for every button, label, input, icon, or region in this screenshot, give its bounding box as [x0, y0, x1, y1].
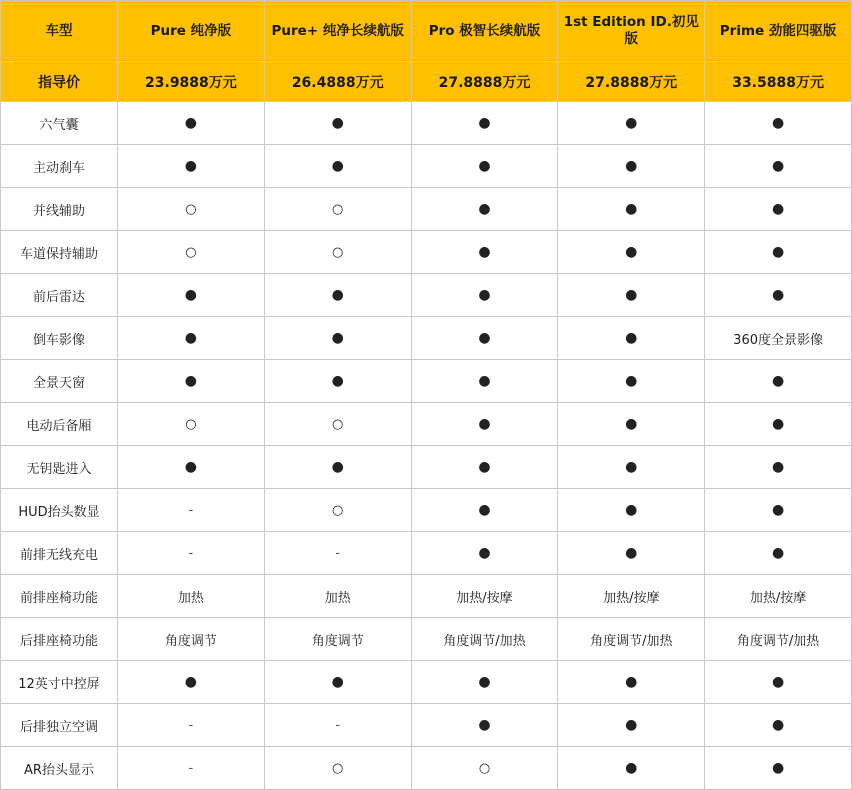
feature-name-cell: 无钥匙进入	[1, 446, 118, 489]
feature-value-cell: ●	[411, 446, 558, 489]
feature-value-cell: ●	[558, 231, 705, 274]
feature-name-cell: 前排无线充电	[1, 532, 118, 575]
feature-row	[1, 661, 852, 704]
feature-value-cell: ●	[264, 145, 411, 188]
feature-value-cell: ●	[705, 403, 852, 446]
feature-name-cell: 后排独立空调	[1, 704, 118, 747]
feature-name-cell: 电动后备厢	[1, 403, 118, 446]
feature-value-cell: 角度调节/加热	[705, 618, 852, 661]
price-row	[1, 62, 852, 102]
feature-value-cell: ●	[705, 102, 852, 145]
feature-value-cell: ●	[264, 317, 411, 360]
feature-value-cell: ●	[705, 231, 852, 274]
feature-value-cell: ●	[118, 145, 265, 188]
feature-value-cell: ●	[411, 360, 558, 403]
feature-value-cell: ●	[118, 274, 265, 317]
feature-value-cell: ●	[558, 360, 705, 403]
feature-row	[1, 403, 852, 446]
feature-value-cell: ●	[558, 188, 705, 231]
feature-value-cell: ●	[705, 661, 852, 704]
feature-value-cell: ○	[264, 747, 411, 790]
feature-value-cell: ●	[705, 274, 852, 317]
feature-value-cell: ●	[411, 532, 558, 575]
feature-value-cell: ●	[411, 274, 558, 317]
feature-value-cell: 360度全景影像	[705, 317, 852, 360]
feature-value-cell: -	[264, 704, 411, 747]
trim-name-cell: Pro 极智长续航版	[411, 1, 558, 62]
trim-header-row	[1, 1, 852, 62]
feature-value-cell: -	[118, 532, 265, 575]
feature-value-cell: ○	[264, 188, 411, 231]
feature-value-cell: ●	[558, 102, 705, 145]
feature-value-cell: -	[118, 489, 265, 532]
feature-name-cell: 倒车影像	[1, 317, 118, 360]
feature-name-cell: 12英寸中控屏	[1, 661, 118, 704]
feature-value-cell: 角度调节	[264, 618, 411, 661]
feature-row	[1, 317, 852, 360]
feature-value-cell: ○	[264, 403, 411, 446]
feature-value-cell: ●	[705, 446, 852, 489]
feature-value-cell: ●	[705, 747, 852, 790]
feature-value-cell: ●	[705, 489, 852, 532]
price-cell: 33.5888万元	[705, 62, 852, 102]
feature-value-cell: 加热	[264, 575, 411, 618]
feature-value-cell: ●	[264, 102, 411, 145]
feature-row	[1, 575, 852, 618]
feature-name-cell: 车道保持辅助	[1, 231, 118, 274]
feature-value-cell: 角度调节/加热	[411, 618, 558, 661]
feature-value-cell: 加热/按摩	[411, 575, 558, 618]
feature-value-cell: ●	[558, 145, 705, 188]
price-label-cell: 指导价	[1, 62, 118, 102]
feature-row	[1, 231, 852, 274]
feature-value-cell: -	[118, 704, 265, 747]
feature-value-cell: ●	[118, 661, 265, 704]
feature-name-cell: 后排座椅功能	[1, 618, 118, 661]
feature-value-cell: ●	[411, 661, 558, 704]
feature-value-cell: ●	[411, 231, 558, 274]
feature-name-cell: 全景天窗	[1, 360, 118, 403]
feature-value-cell: ○	[118, 188, 265, 231]
feature-row	[1, 102, 852, 145]
trim-name-cell: 1st Edition ID.初见版	[558, 1, 705, 62]
feature-name-cell: 并线辅助	[1, 188, 118, 231]
feature-value-cell: ●	[411, 102, 558, 145]
feature-value-cell: ●	[411, 403, 558, 446]
feature-value-cell: ●	[411, 489, 558, 532]
feature-value-cell: ●	[558, 317, 705, 360]
feature-row	[1, 145, 852, 188]
feature-value-cell: 加热	[118, 575, 265, 618]
feature-value-cell: ○	[118, 231, 265, 274]
feature-row	[1, 704, 852, 747]
feature-row	[1, 446, 852, 489]
feature-value-cell: ○	[118, 403, 265, 446]
feature-value-cell: ●	[558, 704, 705, 747]
feature-row	[1, 360, 852, 403]
feature-value-cell: ●	[411, 145, 558, 188]
feature-value-cell: ●	[558, 532, 705, 575]
feature-value-cell: ●	[264, 274, 411, 317]
trim-name-cell: Prime 劲能四驱版	[705, 1, 852, 62]
feature-row	[1, 747, 852, 790]
feature-value-cell: ●	[705, 704, 852, 747]
feature-value-cell: ●	[118, 102, 265, 145]
feature-name-cell: 主动刹车	[1, 145, 118, 188]
price-cell: 27.8888万元	[558, 62, 705, 102]
feature-value-cell: ●	[558, 661, 705, 704]
feature-value-cell: ●	[411, 317, 558, 360]
feature-row	[1, 532, 852, 575]
feature-value-cell: ●	[705, 145, 852, 188]
price-cell: 27.8888万元	[411, 62, 558, 102]
feature-value-cell: ●	[264, 661, 411, 704]
feature-value-cell: ●	[558, 274, 705, 317]
feature-value-cell: ○	[264, 231, 411, 274]
feature-value-cell: 加热/按摩	[705, 575, 852, 618]
feature-row	[1, 274, 852, 317]
price-cell: 26.4888万元	[264, 62, 411, 102]
feature-row	[1, 188, 852, 231]
feature-value-cell: ●	[705, 360, 852, 403]
feature-value-cell: 加热/按摩	[558, 575, 705, 618]
feature-value-cell: ○	[411, 747, 558, 790]
feature-name-cell: 前排座椅功能	[1, 575, 118, 618]
trim-name-cell: Pure+ 纯净长续航版	[264, 1, 411, 62]
feature-value-cell: 角度调节	[118, 618, 265, 661]
feature-value-cell: ●	[118, 446, 265, 489]
feature-value-cell: ●	[118, 360, 265, 403]
header-label-cell: 车型	[1, 1, 118, 62]
feature-value-cell: -	[264, 532, 411, 575]
feature-value-cell: -	[118, 747, 265, 790]
feature-value-cell: ●	[264, 446, 411, 489]
feature-value-cell: ○	[264, 489, 411, 532]
feature-value-cell: ●	[558, 446, 705, 489]
price-cell: 23.9888万元	[118, 62, 265, 102]
feature-name-cell: 前后雷达	[1, 274, 118, 317]
feature-row	[1, 489, 852, 532]
feature-value-cell: ●	[411, 188, 558, 231]
feature-value-cell: ●	[705, 532, 852, 575]
feature-value-cell: ●	[558, 747, 705, 790]
feature-value-cell: ●	[118, 317, 265, 360]
feature-name-cell: HUD抬头数显	[1, 489, 118, 532]
feature-row	[1, 618, 852, 661]
feature-value-cell: ●	[264, 360, 411, 403]
feature-name-cell: AR抬头显示	[1, 747, 118, 790]
feature-value-cell: ●	[558, 489, 705, 532]
feature-value-cell: ●	[558, 403, 705, 446]
feature-value-cell: ●	[705, 188, 852, 231]
feature-value-cell: ●	[411, 704, 558, 747]
feature-value-cell: 角度调节/加热	[558, 618, 705, 661]
trim-name-cell: Pure 纯净版	[118, 1, 265, 62]
feature-name-cell: 六气囊	[1, 102, 118, 145]
